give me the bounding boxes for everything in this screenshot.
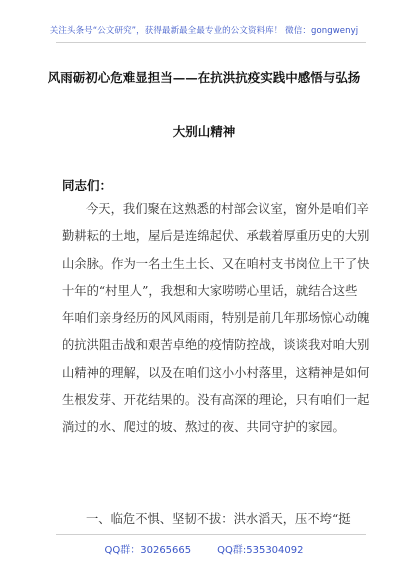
header-divider <box>56 42 366 43</box>
paragraph-line: 淌过的水、爬过的坡、熬过的夜、共同守护的家园。 <box>62 420 345 435</box>
footer-qq-group-2: QQ群:535304092 <box>217 545 304 556</box>
document-title-line-2: 大别山精神 <box>172 124 236 139</box>
paragraph-line: 山余脉。作为一名土生土长、又在咱村支书岗位上干了快 <box>62 256 370 271</box>
paragraph-line: 年咱们亲身经历的风风雨雨，特别是前几年那场惊心动魄 <box>62 311 370 326</box>
paragraph-line: 生根发芽、开花结果的。没有高深的理论，只有咱们一起 <box>62 393 370 408</box>
page-header: 关注头条号“公文研究”，获得最新最全最专业的公文资料库！ 微信：gongwenyj <box>49 26 359 36</box>
footer-divider <box>56 534 366 535</box>
paragraph-line: 山精神的理解，以及在咱们这小小村落里，这精神是如何 <box>62 365 370 380</box>
paragraph-line: 勤耕耘的土地，屋后是连绵起伏、承载着厚重历史的大别 <box>62 229 370 244</box>
document-title-line-1: 风雨砺初心危难显担当——在抗洪抗疫实践中感悟与弘扬 <box>47 70 361 85</box>
paragraph-2 <box>62 506 362 533</box>
paragraph-line: 一、临危不惧、坚韧不拔：洪水滔天，压不垮“挺 <box>86 512 351 526</box>
salutation: 同志们： <box>62 178 113 193</box>
paragraph-1 <box>62 196 370 442</box>
page-footer <box>0 541 408 556</box>
footer-qq-group-1: QQ群：30265665 <box>104 545 192 556</box>
paragraph-line: 今天，我们聚在这熟悉的村部会议室，窗外是咱们辛 <box>86 202 369 216</box>
paragraph-line: 十年的“村里人”，我想和大家唠唠心里话，就结合这些 <box>62 283 358 298</box>
paragraph-line: 的抗洪阻击战和艰苦卓绝的疫情防控战，谈谈我对咱大别 <box>62 338 370 353</box>
